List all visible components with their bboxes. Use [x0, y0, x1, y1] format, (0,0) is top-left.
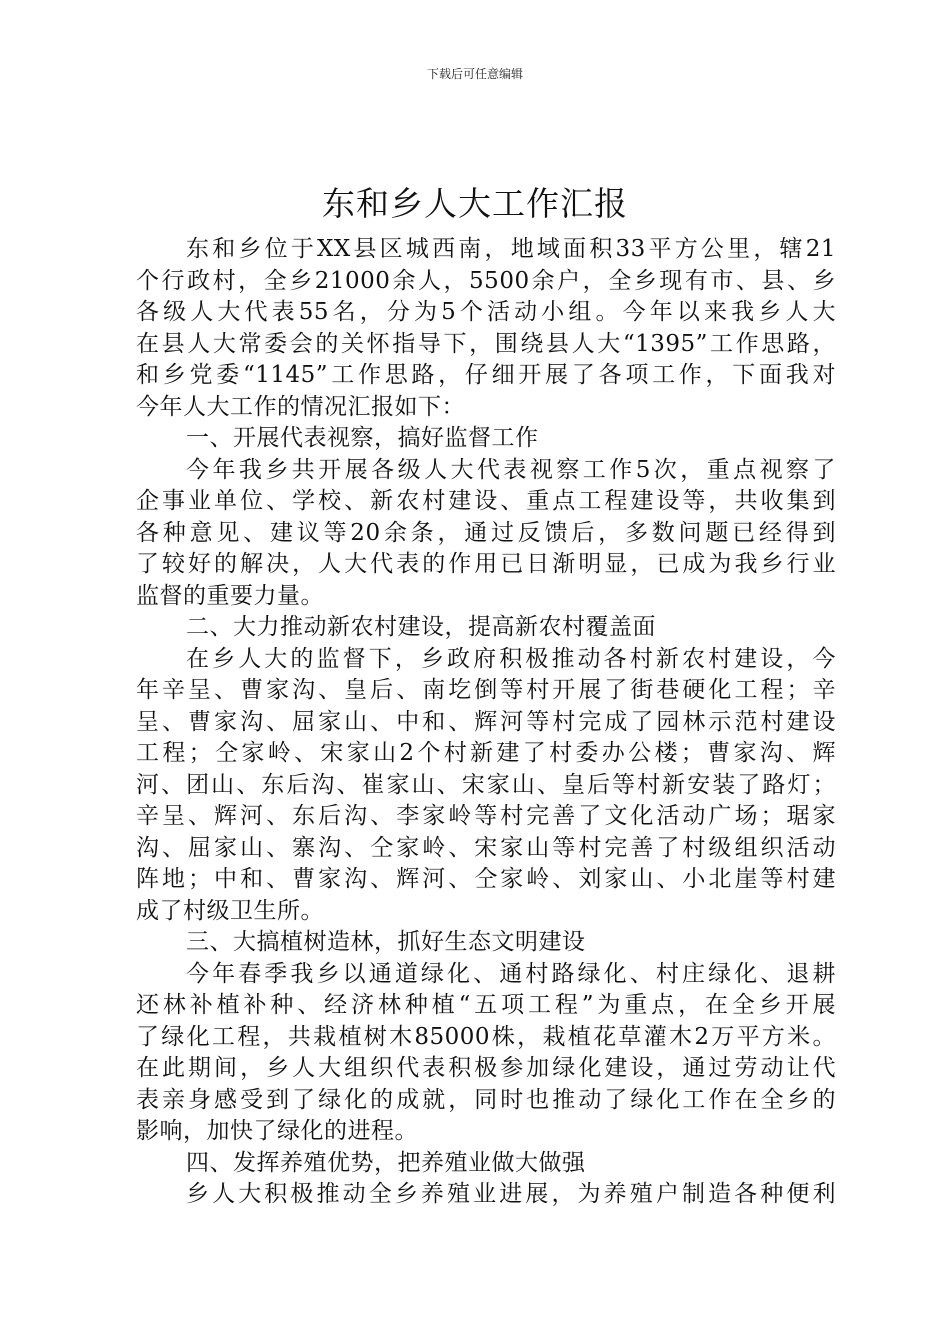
body-line: 东和乡位于XX县区城西南，地域面积33平方公里，辖21	[186, 236, 836, 262]
body-line: 表亲身感受到了绿化的成就，同时也推动了绿化工作在全乡的	[136, 1086, 836, 1113]
body-line: 呈、曹家沟、屈家山、中和、辉河等村完成了园林示范村建设	[136, 708, 836, 735]
body-line: 工程；仝家岭、宋家山2个村新建了村委办公楼；曹家沟、辉	[136, 740, 836, 766]
body-line: 二、大力推动新农村建设，提高新农村覆盖面	[186, 614, 656, 640]
body-line: 沟、屈家山、寨沟、仝家岭、宋家山等村完善了村级组织活动	[136, 834, 836, 861]
page-header-note: 下载后可任意编辑	[426, 67, 523, 81]
body-line: 今年我乡共开展各级人大代表视察工作5次，重点视察了	[186, 456, 836, 483]
body-line: 阵地；中和、曹家沟、辉河、仝家岭、刘家山、小北崖等村建	[136, 866, 836, 892]
body-line: 在县人大常委会的关怀指导下，围绕县人大“1395”工作思路，	[136, 330, 836, 357]
body-line: 四、发挥养殖优势，把养殖业做大做强	[186, 1149, 586, 1176]
document-title: 东和乡人大工作汇报	[322, 184, 628, 223]
body-line: 今年人大工作的情况汇报如下：	[136, 393, 465, 420]
body-line: 成了村级卫生所。	[136, 897, 324, 924]
body-line: 在乡人大的监督下，乡政府积极推动各村新农村建设，今	[186, 645, 836, 672]
body-line: 河、团山、东后沟、崔家山、宋家山、皇后等村新安装了路灯；	[136, 771, 836, 798]
body-line: 了较好的解决，人大代表的作用已日渐明显，已成为我乡行业	[136, 551, 836, 577]
body-line: 今年春季我乡以通道绿化、通村路绿化、村庄绿化、退耕	[186, 960, 836, 987]
body-line: 个行政村，全乡21000余人，5500余户，全乡现有市、县、乡	[136, 267, 836, 294]
body-line: 和乡党委“1145”工作思路，仔细开展了各项工作，下面我对	[136, 362, 836, 388]
body-line: 各种意见、建议等20余条，通过反馈后，多数问题已经得到	[136, 519, 836, 546]
body-line: 在此期间，乡人大组织代表积极参加绿化建设，通过劳动让代	[136, 1055, 836, 1081]
body-line: 监督的重要力量。	[136, 582, 324, 609]
body-line: 企事业单位、学校、新农村建设、重点工程建设等，共收集到	[136, 488, 836, 514]
body-line: 了绿化工程，共栽植树木85000株，栽植花草灌木2万平方米。	[136, 1023, 836, 1050]
body-line: 三、大搞植树造林，抓好生态文明建设	[186, 929, 586, 955]
body-line: 各级人大代表55名，分为5个活动小组。今年以来我乡人大	[136, 299, 836, 325]
body-line: 乡人大积极推动全乡养殖业进展，为养殖户制造各种便利	[186, 1181, 836, 1207]
body-line: 影响，加快了绿化的进程。	[136, 1118, 418, 1144]
document-body	[136, 234, 836, 1211]
body-line: 辛呈、辉河、东后沟、李家岭等村完善了文化活动广场；琚家	[136, 803, 836, 829]
body-line: 一、开展代表视察，搞好监督工作	[186, 425, 539, 451]
body-line: 年辛呈、曹家沟、皇后、南圪倒等村开展了街巷硬化工程；辛	[136, 677, 836, 703]
body-line: 还林补植补种、经济林种植“五项工程”为重点，在全乡开展	[136, 992, 836, 1018]
